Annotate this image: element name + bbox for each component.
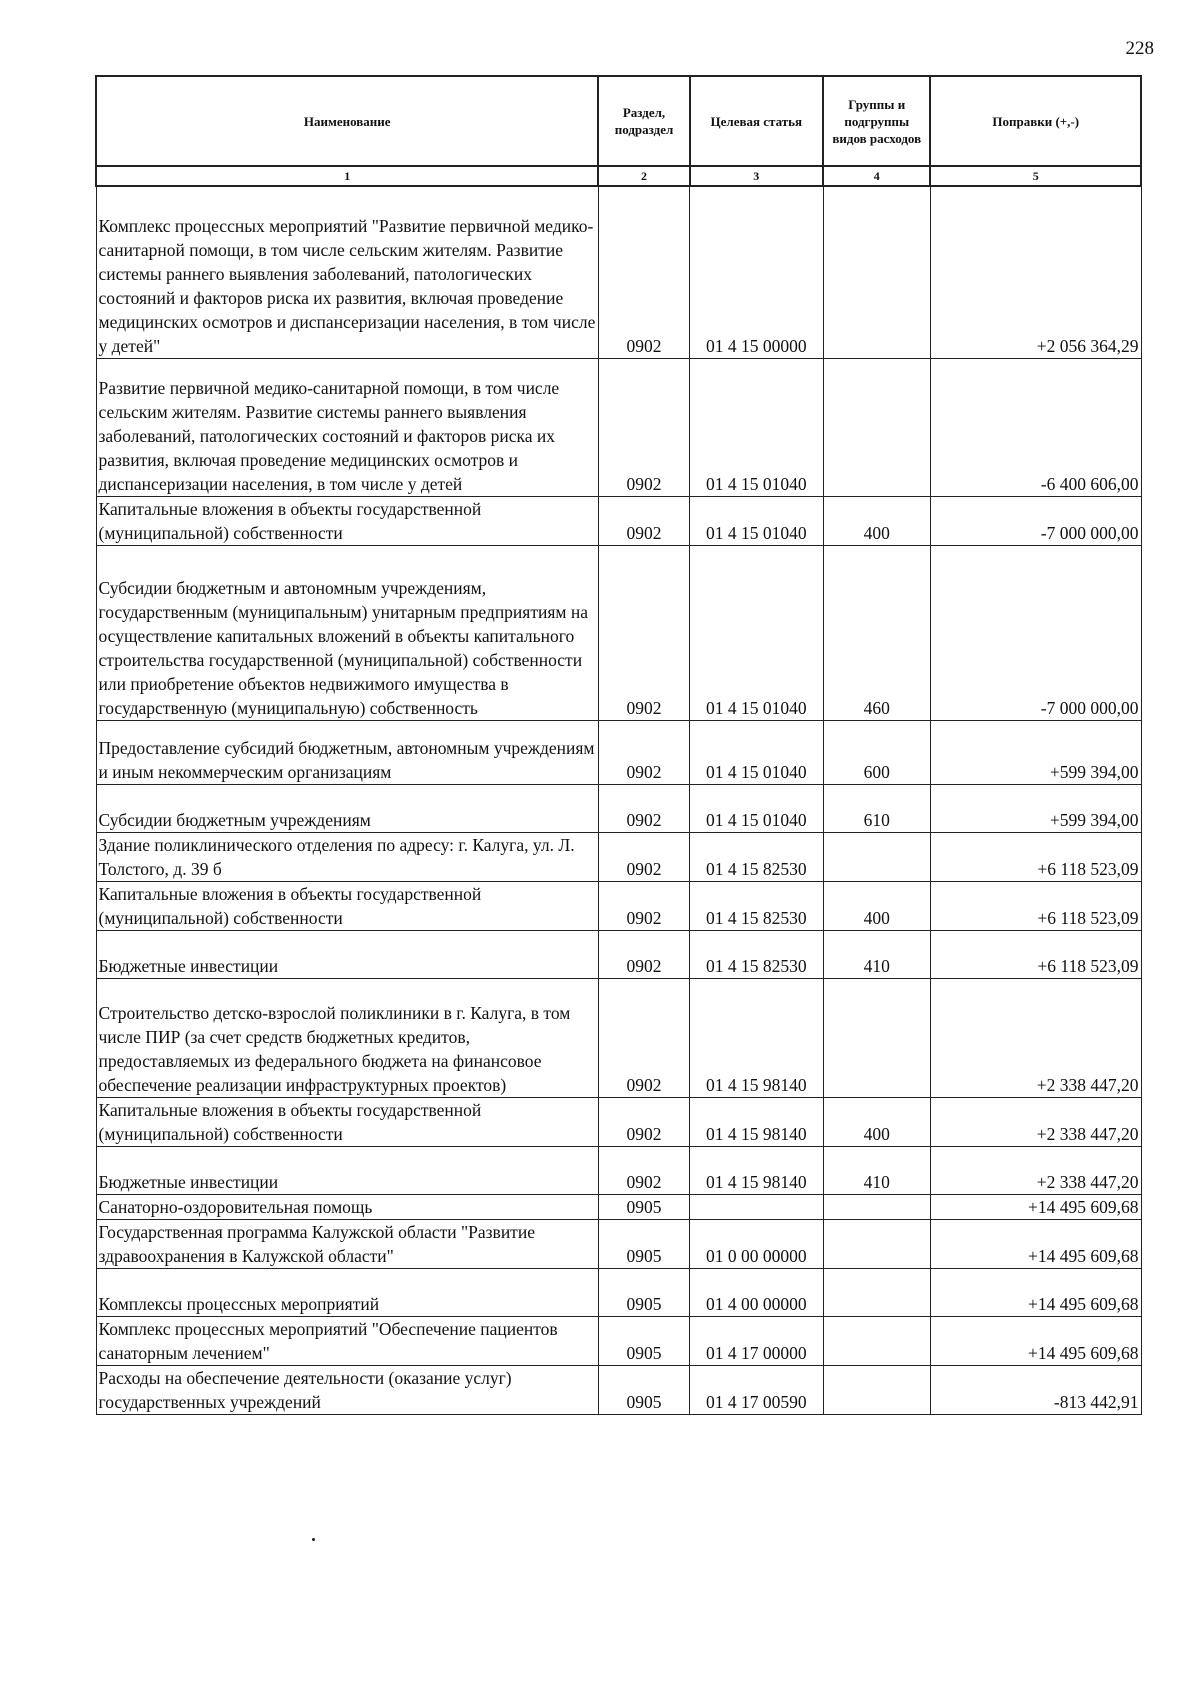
column-number-row xyxy=(96,166,1141,186)
table-row xyxy=(96,720,1141,784)
row-expense-group: 410 xyxy=(823,1146,930,1194)
table-row xyxy=(96,784,1141,832)
row-amendment-amount: +2 056 364,29 xyxy=(930,186,1141,358)
row-section: 0902 xyxy=(598,720,689,784)
row-amendment-amount: +6 118 523,09 xyxy=(930,881,1141,930)
row-name: Предоставление субсидий бюджетным, автономным учреждениям и иным некоммерческим организациям xyxy=(96,720,598,784)
column-number: 5 xyxy=(930,166,1141,186)
row-expense-group: 610 xyxy=(823,784,930,832)
row-target-article: 01 4 15 01040 xyxy=(690,545,823,720)
row-target-article xyxy=(690,1194,823,1219)
row-amendment-amount: -6 400 606,00 xyxy=(930,358,1141,496)
row-amendment-amount: +599 394,00 xyxy=(930,784,1141,832)
row-amendment-amount: +14 495 609,68 xyxy=(930,1316,1141,1365)
row-expense-group: 600 xyxy=(823,720,930,784)
row-section: 0905 xyxy=(598,1365,689,1414)
table-row xyxy=(96,1194,1141,1219)
row-expense-group xyxy=(823,1365,930,1414)
row-name: Развитие первичной медико-санитарной помощи, в том числе сельским жителям. Развитие системы раннего выявления заболеваний, патологических состояний и факторов риска их развития, включая проведение медицинских осмотров и диспансеризации населения, в том числе у детей xyxy=(96,358,598,496)
row-target-article: 01 4 15 01040 xyxy=(690,496,823,545)
row-target-article: 01 4 15 82530 xyxy=(690,881,823,930)
row-amendment-amount: +14 495 609,68 xyxy=(930,1268,1141,1316)
row-target-article: 01 4 15 98140 xyxy=(690,1097,823,1146)
table-row xyxy=(96,358,1141,496)
row-target-article: 01 4 15 00000 xyxy=(690,186,823,358)
row-section: 0905 xyxy=(598,1219,689,1268)
row-target-article: 01 4 15 01040 xyxy=(690,784,823,832)
row-section: 0902 xyxy=(598,496,689,545)
row-expense-group: 400 xyxy=(823,1097,930,1146)
row-expense-group: 460 xyxy=(823,545,930,720)
row-name: Комплекс процессных мероприятий "Развитие первичной медико-санитарной помощи, в том числе сельским жителям. Развитие системы раннего выявления заболеваний, патологических состояний и факторов риска их развития, включая проведение медицинских осмотров и диспансеризации населения, в том числе у детей" xyxy=(96,186,598,358)
row-name: Капитальные вложения в объекты государственной (муниципальной) собственности xyxy=(96,496,598,545)
table-row xyxy=(96,1097,1141,1146)
row-amendment-amount: -7 000 000,00 xyxy=(930,496,1141,545)
row-name: Субсидии бюджетным учреждениям xyxy=(96,784,598,832)
row-section: 0902 xyxy=(598,1146,689,1194)
row-name: Комплекс процессных мероприятий "Обеспечение пациентов санаторным лечением" xyxy=(96,1316,598,1365)
row-target-article: 01 4 15 01040 xyxy=(690,720,823,784)
row-amendment-amount: +6 118 523,09 xyxy=(930,930,1141,978)
row-expense-group xyxy=(823,1268,930,1316)
row-name: Здание поликлинического отделения по адресу: г. Калуга, ул. Л. Толстого, д. 39 б xyxy=(96,832,598,881)
row-target-article: 01 0 00 00000 xyxy=(690,1219,823,1268)
row-amendment-amount: +599 394,00 xyxy=(930,720,1141,784)
row-name: Комплексы процессных мероприятий xyxy=(96,1268,598,1316)
table-row xyxy=(96,832,1141,881)
row-amendment-amount: +2 338 447,20 xyxy=(930,978,1141,1097)
table-row xyxy=(96,1219,1141,1268)
row-target-article: 01 4 15 82530 xyxy=(690,832,823,881)
row-section: 0902 xyxy=(598,881,689,930)
row-expense-group xyxy=(823,832,930,881)
row-name: Строительство детско-взрослой поликлиники в г. Калуга, в том числе ПИР (за счет средств бюджетных кредитов, предоставляемых из федерального бюджета на финансовое обеспечение реализации инфраструктурных проектов) xyxy=(96,978,598,1097)
row-amendment-amount: -813 442,91 xyxy=(930,1365,1141,1414)
row-target-article: 01 4 15 01040 xyxy=(690,358,823,496)
column-number: 1 xyxy=(96,166,598,186)
row-section: 0902 xyxy=(598,930,689,978)
row-section: 0905 xyxy=(598,1316,689,1365)
row-name: Бюджетные инвестиции xyxy=(96,1146,598,1194)
row-name: Капитальные вложения в объекты государственной (муниципальной) собственности xyxy=(96,1097,598,1146)
table-row xyxy=(96,1316,1141,1365)
row-section: 0902 xyxy=(598,832,689,881)
row-expense-group xyxy=(823,1316,930,1365)
header-groups: Группы и подгруппы видов расходов xyxy=(823,76,930,166)
row-expense-group xyxy=(823,1219,930,1268)
row-section: 0902 xyxy=(598,784,689,832)
row-name: Субсидии бюджетным и автономным учреждениям, государственным (муниципальным) унитарным предприятиям на осуществление капитальных вложений в объекты капитального строительства государственной (муниципальной) собственности или приобретение объектов недвижимого имущества в государственную (муниципальную) собственность xyxy=(96,545,598,720)
row-expense-group: 400 xyxy=(823,881,930,930)
budget-amendments-table xyxy=(95,75,1142,1415)
row-amendment-amount: +2 338 447,20 xyxy=(930,1097,1141,1146)
row-amendment-amount: +14 495 609,68 xyxy=(930,1219,1141,1268)
row-target-article: 01 4 15 98140 xyxy=(690,978,823,1097)
row-section: 0902 xyxy=(598,358,689,496)
row-expense-group: 400 xyxy=(823,496,930,545)
row-target-article: 01 4 15 82530 xyxy=(690,930,823,978)
row-name: Расходы на обеспечение деятельности (оказание услуг) государственных учреждений xyxy=(96,1365,598,1414)
row-amendment-amount: +6 118 523,09 xyxy=(930,832,1141,881)
row-section: 0902 xyxy=(598,1097,689,1146)
header-name: Наименование xyxy=(96,76,598,166)
row-expense-group xyxy=(823,978,930,1097)
table-row xyxy=(96,545,1141,720)
table-row xyxy=(96,881,1141,930)
row-section: 0902 xyxy=(598,978,689,1097)
row-section: 0902 xyxy=(598,186,689,358)
row-amendment-amount: +14 495 609,68 xyxy=(930,1194,1141,1219)
row-expense-group: 410 xyxy=(823,930,930,978)
row-name: Государственная программа Калужской области "Развитие здравоохранения в Калужской области" xyxy=(96,1219,598,1268)
row-expense-group xyxy=(823,186,930,358)
row-target-article: 01 4 15 98140 xyxy=(690,1146,823,1194)
table-row xyxy=(96,1146,1141,1194)
row-name: Бюджетные инвестиции xyxy=(96,930,598,978)
row-section: 0905 xyxy=(598,1268,689,1316)
scan-dot xyxy=(312,1538,315,1541)
table-row xyxy=(96,978,1141,1097)
row-target-article: 01 4 00 00000 xyxy=(690,1268,823,1316)
row-target-article: 01 4 17 00590 xyxy=(690,1365,823,1414)
header-target: Целевая статья xyxy=(690,76,823,166)
row-amendment-amount: +2 338 447,20 xyxy=(930,1146,1141,1194)
row-expense-group xyxy=(823,1194,930,1219)
header-amendments: Поправки (+,-) xyxy=(930,76,1141,166)
row-name: Санаторно-оздоровительная помощь xyxy=(96,1194,598,1219)
header-row xyxy=(96,76,1141,166)
table-row xyxy=(96,496,1141,545)
header-section: Раздел, подраздел xyxy=(598,76,689,166)
row-target-article: 01 4 17 00000 xyxy=(690,1316,823,1365)
table-row xyxy=(96,1268,1141,1316)
row-amendment-amount: -7 000 000,00 xyxy=(930,545,1141,720)
row-expense-group xyxy=(823,358,930,496)
row-section: 0902 xyxy=(598,545,689,720)
table-row xyxy=(96,186,1141,358)
table-row xyxy=(96,1365,1141,1414)
row-name: Капитальные вложения в объекты государственной (муниципальной) собственности xyxy=(96,881,598,930)
column-number: 4 xyxy=(823,166,930,186)
page-number: 228 xyxy=(1125,38,1154,59)
column-number: 2 xyxy=(598,166,689,186)
row-section: 0905 xyxy=(598,1194,689,1219)
table-row xyxy=(96,930,1141,978)
column-number: 3 xyxy=(690,166,823,186)
